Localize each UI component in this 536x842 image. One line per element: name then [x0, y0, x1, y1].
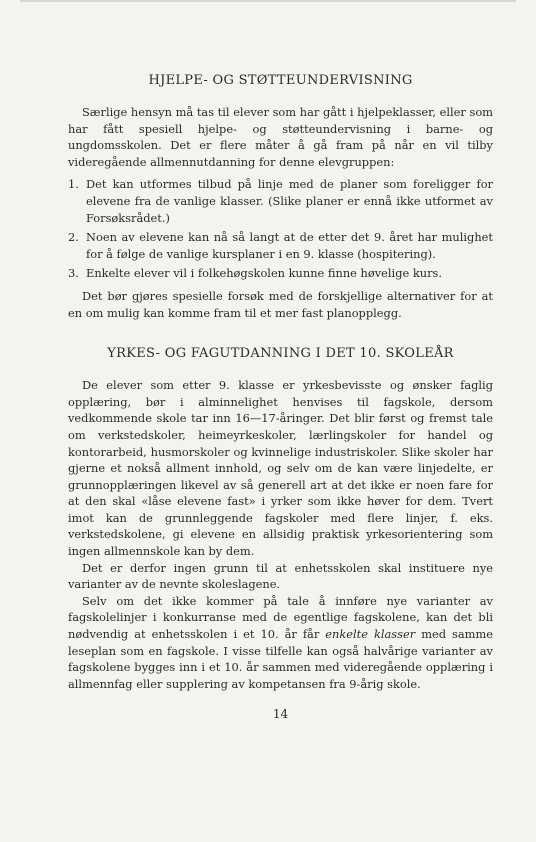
- list-item: [68, 176, 493, 226]
- emphasized-text: enkelte klasser: [325, 627, 416, 642]
- body-paragraph-1: De elever som etter 9. klasse er yrkesbevisste og ønsker faglig opplæring, bør i alminnelighet henvises til fagskole, dersom vedkommende skole tar inn 16—17-åringer. Det blir først og fremst tale om verkstedskoler, heimeyrkeskoler, lærlingskoler for handel og kontorarbeid, husmorskoler og kvinnelige industriskoler. Slike skoler har gjerne et nokså allment innhold, og selv om de kan være linjedelte, er grunnopplæringen likevel av så generell art at det ikke er noen fare for at den skal «låse elevene fast» i yrker som ikke høver for dem. Tvert imot kan de grunnleggende fagskoler med flere linjer, f. eks. verkstedskolene, gi elevene en allsidig praktisk yrkesorientering som ingen allmennskole kan by dem.: [68, 378, 493, 559]
- paragraph-text: Selv om det ikke kommer på tale å innføre nye varianter av fagskolelinjer i konkurranse med de egentlige fagskolene, kan det bli nødvendig at enhetsskolen i et 10. år får: [68, 593, 493, 642]
- list-item: [68, 265, 493, 282]
- body-paragraph-2: Det er derfor ingen grunn til at enhetsskolen skal instituere nye varianter av de nevnte skoleslagene.: [68, 560, 493, 592]
- document-page: [68, 62, 493, 723]
- options-list: [68, 176, 493, 282]
- top-rule: [20, 0, 516, 2]
- page-number: 14: [272, 707, 289, 722]
- list-item-number: 3.: [68, 266, 79, 281]
- closing-paragraph: Det bør gjøres spesielle forsøk med de forskjellige alternativer for at en om mulig kan komme fram til et mer fast planopplegg.: [68, 288, 493, 320]
- intro-paragraph: Særlige hensyn må tas til elever som har gått i hjelpeklasser, eller som har fått spesiell hjelpe- og støtteundervisning i barne- og ungdomsskolen. Det er flere måter å gå fram på når en vil tilby videregående allmennutdanning for denne elevgruppen:: [68, 105, 493, 169]
- list-item-text: Enkelte elever vil i folkehøgskolen kunne finne høvelige kurs.: [86, 266, 443, 281]
- list-item: [68, 229, 493, 262]
- list-item-text: Det kan utformes tilbud på linje med de planer som foreligger for elevene fra de vanlige klasser. (Slike planer er ennå ikke utformet av Forsøksrådet.): [86, 177, 493, 225]
- list-item-number: 2.: [68, 230, 79, 245]
- section-heading-vocational: YRKES- OG FAGUTDANNING I DET 10. SKOLEÅR: [107, 346, 454, 362]
- paragraph-text: med samme leseplan som en fagskole. I visse tilfelle kan også halvårige varianter av fagskolene bygges inn i et 10. år sammen med videregående opplæring i allmennfag eller supplering av kompetansen fra 9-årig skole.: [68, 627, 494, 691]
- section-heading-support: HJELPE- OG STØTTEUNDERVISNING: [148, 73, 413, 88]
- list-item-number: 1.: [68, 177, 79, 192]
- body-paragraph-3: [68, 593, 493, 693]
- list-item-text: Noen av elevene kan nå så langt at de etter det 9. året har mulighet for å følge de vanlige kursplaner i en 9. klasse (hospitering).: [86, 230, 493, 261]
